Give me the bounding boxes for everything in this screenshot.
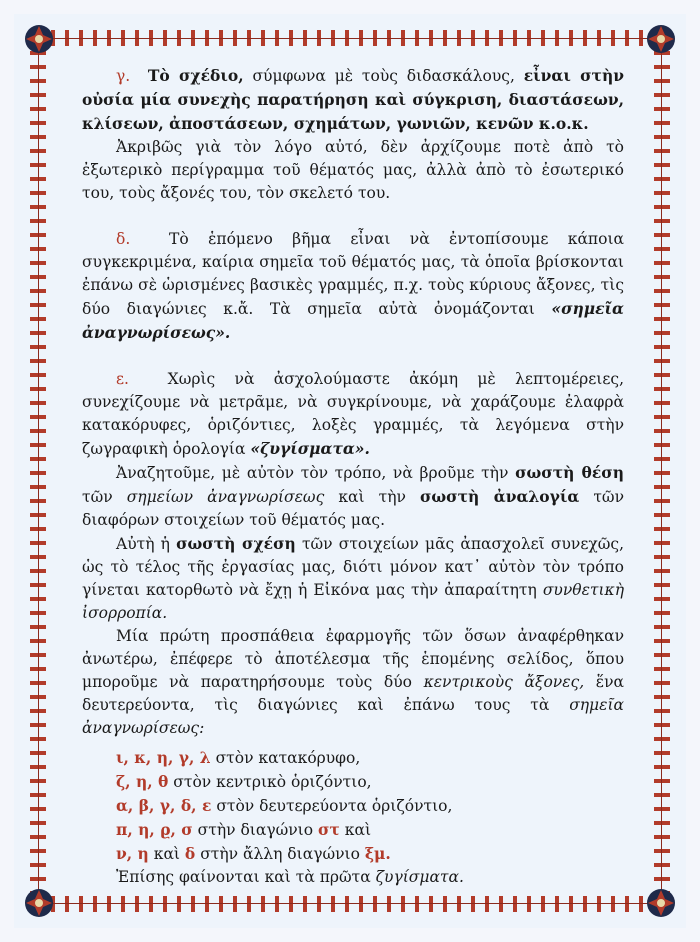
list-item-text: καὶ (339, 821, 372, 839)
border-line-bottom (46, 903, 654, 904)
italic-term: ζυγίσματα. (375, 868, 464, 886)
section-d-paragraph (82, 228, 624, 345)
point-letters: ι, κ, η, γ, λ (116, 748, 211, 767)
point-letters: α, β, γ, δ, ε (116, 796, 212, 815)
section-e-paragraph-4 (82, 625, 624, 740)
recognition-points-list (82, 746, 624, 866)
corner-ornament-icon (22, 22, 56, 56)
point-letters: π, η, ϱ, σ (116, 820, 193, 839)
body-text: τῶν (82, 488, 127, 506)
list-item-text: στὴν ἄλλη διαγώνιο (195, 845, 365, 863)
page-body (82, 64, 624, 889)
list-item (82, 818, 624, 842)
body-text: σύμφωνα μὲ τοὺς διδασκάλους, (243, 67, 524, 85)
point-letters: ζ, η, θ (116, 772, 169, 791)
section-marker: γ. (116, 67, 131, 85)
body-text: Αὐτὴ ἡ (116, 535, 177, 553)
body-text: τῶν διαφόρων στοιχείων τοῦ θέματός μας. (82, 488, 624, 529)
term: «σημεῖα ἀναγνωρίσεως». (82, 299, 624, 342)
section-g-paragraph (82, 64, 624, 136)
list-item-text: στὸν κεντρικὸ ὁριζόντιο, (168, 773, 372, 791)
italic-term: σημεῖα ἀναγνωρίσεως: (82, 696, 624, 737)
term: «ζυγίσματα». (250, 439, 370, 458)
point-letters: ξμ. (364, 844, 391, 863)
corner-ornament-icon (644, 22, 678, 56)
point-letters: στ (318, 820, 340, 839)
section-e-paragraph-3 (82, 532, 624, 625)
section-marker: δ. (116, 230, 131, 248)
border-right (654, 46, 670, 896)
corner-ornament-icon (22, 886, 56, 920)
section-e-paragraph (82, 368, 624, 461)
point-letters: ν, η (116, 844, 149, 863)
list-item-text: καὶ (148, 845, 185, 863)
section-marker: ε. (116, 370, 129, 388)
section-e-paragraph-2 (82, 461, 624, 532)
list-item (82, 770, 624, 794)
border-line-left (38, 46, 39, 896)
body-text: Ἀναζητοῦμε, μὲ αὐτὸν τὸν τρόπο, νὰ βροῦμε τὴν (116, 464, 516, 482)
border-line-top (46, 38, 654, 39)
section-g-paragraph-2: Ἀκριβῶς γιὰ τὸν λόγο αὐτό, δὲν ἀρχίζουμε ποτὲ ἀπὸ τὸ ἐξωτερικὸ περίγραμμα τοῦ θέματός μας, ἀλλὰ ἀπὸ τὸ ἐσωτερικό του, τοὺς ἄξονές του, τὸν σκελετό του. (82, 138, 624, 202)
border-bottom (46, 896, 654, 912)
corner-ornament-icon (644, 886, 678, 920)
list-item (82, 794, 624, 818)
body-text: ἕνα δευτερεύοντα, τὶς διαγώνιες καὶ ἐπάνω τους τὰ (82, 673, 624, 714)
italic-term: συνθετικὴ ἰσορροπία. (82, 581, 624, 622)
list-item-text: στὸν δευτερεύοντα ὁριζόντιο, (211, 797, 453, 815)
italic-term: κεντρικοὺς ἄξονες, (423, 673, 585, 691)
border-line-right (661, 46, 662, 896)
body-text: τῶν στοιχείων μᾶς ἀπασχολεῖ συνεχῶς, ὡς τὸ τέλος τῆς ἐργασίας μας, διότι μόνον κατ᾽ αὐτὸν τὸν τρόπο γίνεται κατορθωτὸ νὰ ἔχῃ ἡ Εἰκόνα μας τὴν ἀπαραίτητη (82, 535, 625, 599)
emphasis: εἶναι στὴν οὐσία μία συνεχὴς παρατήρηση καὶ σύγκριση, διαστάσεων, κλίσεων, ἀποστάσεων, σχημάτων, γωνιῶν, κενῶν κ.ο.κ. (82, 66, 624, 133)
body-text: Τὸ ἑπόμενο βῆμα εἶναι νὰ ἐντοπίσουμε κάποια συγκεκριμένα, καίρια σημεῖα τοῦ θέματός μας, τὰ ὁποῖα βρίσκονται ἐπάνω σὲ ὡρισμένες βασικὲς γραμμές, π.χ. τοὺς κύριους ἄξονες, τὶς δύο διαγώνιες κ.ἄ. Τὰ σημεῖα αὐτὰ ὀνομάζονται (82, 230, 624, 318)
body-text: Ἐπίσης φαίνονται καὶ τὰ πρῶτα (116, 868, 376, 886)
emphasis: σωστὴ θέση (515, 463, 624, 482)
list-item-text: στὴν διαγώνιο (192, 821, 318, 839)
body-text: Χωρὶς νὰ ἀσχολούμαστε ἀκόμη μὲ λεπτομέρειες, συνεχίζουμε νὰ μετρᾶμε, νὰ συγκρίνουμε, νὰ χαράζουμε ἐλαφρὰ κατακόρυφες, ὁριζόντιες, λοξὲς γραμμές, τὰ λεγόμενα στὴν ζωγραφικὴ ὁρολογία (82, 370, 625, 458)
list-item (82, 842, 624, 866)
emphasis: σωστὴ σχέση (176, 534, 296, 553)
list-item (82, 746, 624, 770)
point-letters: δ (184, 844, 196, 863)
emphasis: σωστὴ ἀναλογία (419, 487, 580, 506)
emphasis: Τὸ σχέδιο, (147, 66, 244, 85)
closing-paragraph (82, 866, 624, 889)
body-text: Μία πρώτη προσπάθεια ἐφαρμογῆς τῶν ὅσων ἀναφέρθηκαν ἀνωτέρω, ἐπέφερε τὸ ἀποτέλεσμα τῆς ἑπομένης σελίδος, ὅπου μποροῦμε νὰ παρατηρήσουμε τοὺς δύο (82, 627, 624, 691)
italic-term: σημείων ἀναγνωρίσεως (126, 488, 325, 506)
body-text: καὶ τὴν (324, 488, 420, 506)
list-item-text: στὸν κατακόρυφο, (210, 749, 361, 767)
